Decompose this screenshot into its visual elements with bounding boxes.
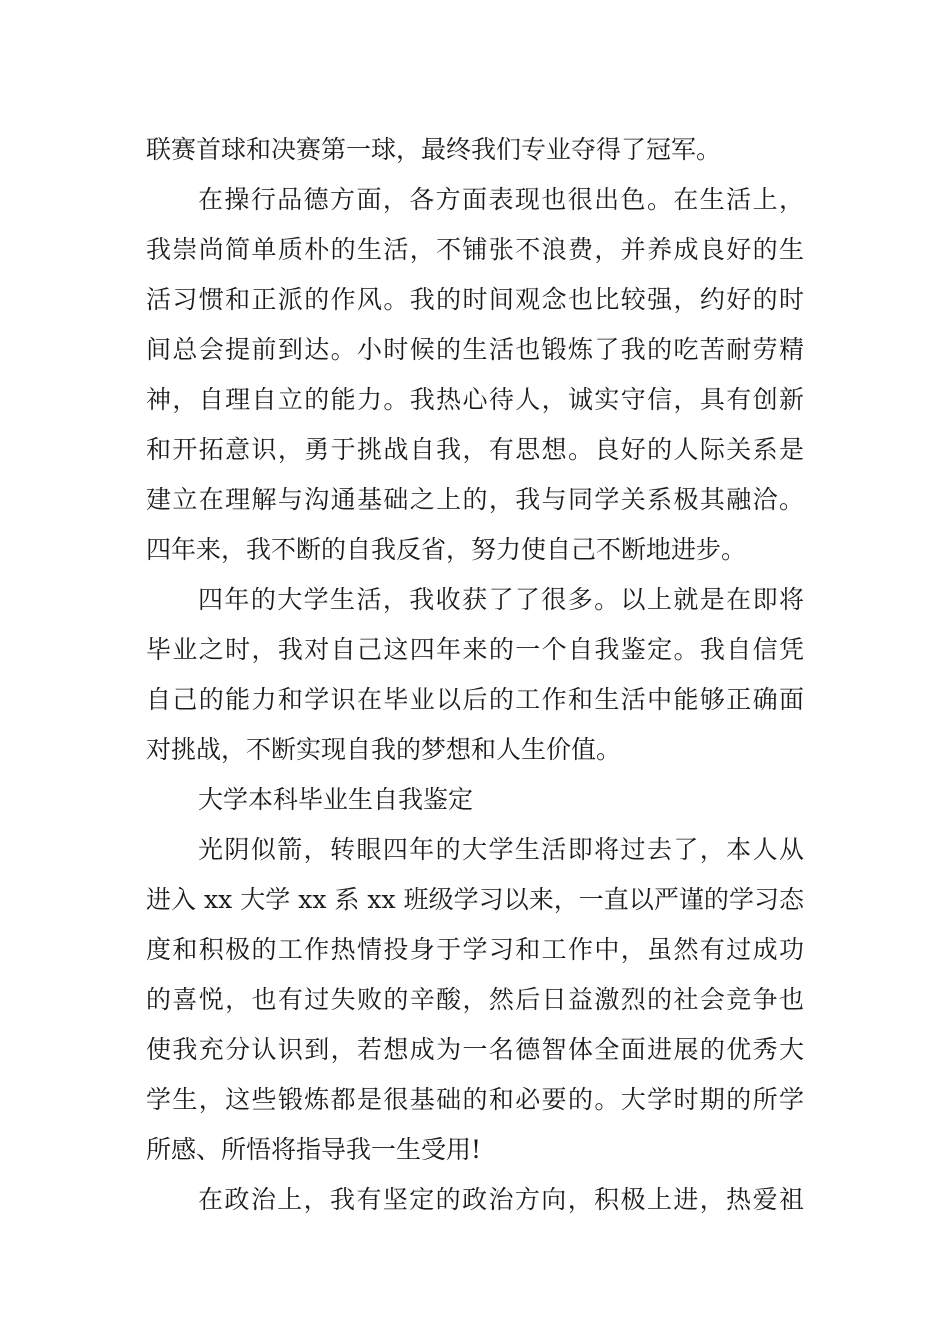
text-line: 神，自理自立的能力。我热心待人，诚实守信，具有创新 xyxy=(146,385,804,414)
section-heading: 大学本科毕业生自我鉴定 xyxy=(198,785,474,814)
text-line: 的喜悦，也有过失败的辛酸，然后日益激烈的社会竞争也 xyxy=(146,985,804,1014)
text-line: 对挑战，不断实现自我的梦想和人生价值。 xyxy=(146,735,622,764)
text-line: 自己的能力和学识在毕业以后的工作和生活中能够正确面 xyxy=(146,685,804,714)
text-line: 使我充分认识到，若想成为一名德智体全面进展的优秀大 xyxy=(146,1035,804,1064)
text-line: 间总会提前到达。小时候的生活也锻炼了我的吃苦耐劳精 xyxy=(146,335,804,364)
text-line: 进入 xx 大学 xx 系 xx 班级学习以来，一直以严谨的学习态 xyxy=(146,885,804,914)
text-line: 在操行品德方面，各方面表现也很出色。在生活上， xyxy=(198,185,804,214)
text-line: 所感、所悟将指导我一生受用! xyxy=(146,1135,482,1164)
text-line: 联赛首球和决赛第一球，最终我们专业夺得了冠军。 xyxy=(146,135,722,164)
text-line: 在政治上，我有坚定的政治方向，积极上进，热爱祖 xyxy=(198,1185,804,1214)
text-line: 四年来，我不断的自我反省，努力使自己不断地进步。 xyxy=(146,535,747,564)
text-line: 四年的大学生活，我收获了了很多。以上就是在即将 xyxy=(198,585,804,614)
text-line: 毕业之时，我对自己这四年来的一个自我鉴定。我自信凭 xyxy=(146,635,804,664)
text-line: 学生，这些锻炼都是很基础的和必要的。大学时期的所学 xyxy=(146,1085,804,1114)
text-line: 光阴似箭，转眼四年的大学生活即将过去了，本人从 xyxy=(198,835,804,864)
text-line: 建立在理解与沟通基础之上的，我与同学关系极其融洽。 xyxy=(146,485,804,514)
text-line: 活习惯和正派的作风。我的时间观念也比较强，约好的时 xyxy=(146,285,804,314)
text-line: 和开拓意识，勇于挑战自我，有思想。良好的人际关系是 xyxy=(146,435,804,464)
text-line: 度和积极的工作热情投身于学习和工作中，虽然有过成功 xyxy=(146,935,804,964)
text-line: 我崇尚简单质朴的生活，不铺张不浪费，并养成良好的生 xyxy=(146,235,804,264)
